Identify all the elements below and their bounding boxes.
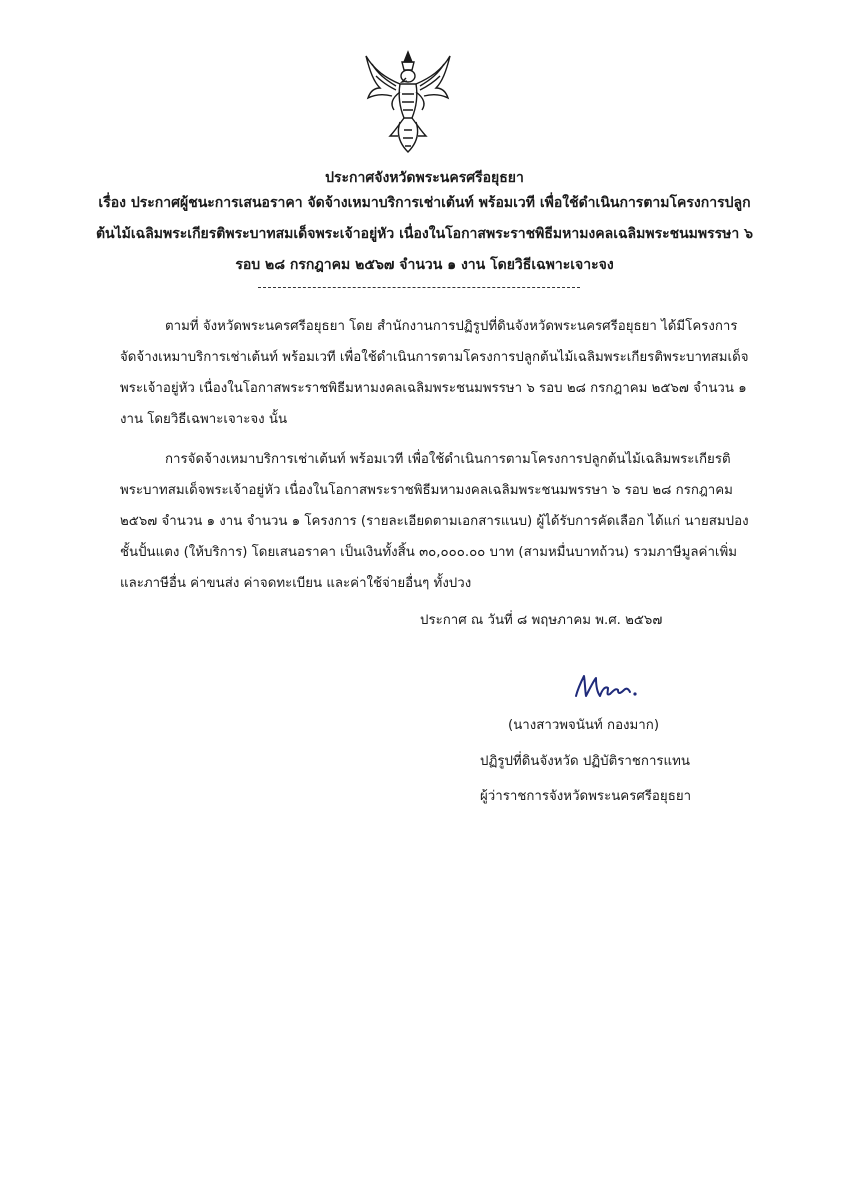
paragraph-2-line: และภาษีอื่น ค่าขนส่ง ค่าจดทะเบียน และค่าใช้จ่ายอื่นๆ ทั้งปวง bbox=[120, 576, 472, 591]
paragraph-1-line: จัดจ้างเหมาบริการเช่าเต้นท์ พร้อมเวที เพื่อใช้ดำเนินการตามโครงการปลูกต้นไม้เฉลิมพระเกียรติพระบาทสมเด็จ bbox=[120, 350, 749, 365]
announcement-title: ประกาศจังหวัดพระนครศรีอยุธยา bbox=[325, 170, 524, 186]
paragraph-2-line: การจัดจ้างเหมาบริการเช่าเต้นท์ พร้อมเวที เพื่อใช้ดำเนินการตามโครงการปลูกต้นไม้เฉลิมพระเกียรติ bbox=[165, 452, 731, 467]
paragraph-1-line: พระเจ้าอยู่หัว เนื่องในโอกาสพระราชพิธีมหามงคลเฉลิมพระชนมพรรษา ๖ รอบ ๒๘ กรกฎาคม ๒๕๖๗ จำนวน ๑ bbox=[120, 381, 747, 396]
paragraph-1-line: งาน โดยวิธีเฉพาะเจาะจง นั้น bbox=[120, 412, 288, 427]
signatory-position: ปฏิรูปที่ดินจังหวัด ปฏิบัติราชการแทน bbox=[480, 754, 690, 769]
header-divider bbox=[258, 287, 580, 288]
handwritten-signature-icon bbox=[572, 670, 642, 704]
paragraph-2-line: ชั้นปั้นแตง (ให้บริการ) โดยเสนอราคา เป็นเงินทั้งสิ้น ๓๐,๐๐๐.๐๐ บาท (สามหมื่นบาทถ้วน) รวมภาษีมูลค่าเพิ่ม bbox=[120, 545, 737, 560]
paragraph-1-line: ตามที่ จังหวัดพระนครศรีอยุธยา โดย สำนักงานการปฏิรูปที่ดินจังหวัดพระนครศรีอยุธยา ได้มีโครงการ bbox=[165, 319, 738, 334]
subject-line: ต้นไม้เฉลิมพระเกียรติพระบาทสมเด็จพระเจ้าอยู่หัว เนื่องในโอกาสพระราชพิธีมหามงคลเฉลิมพระชนมพรรษา ๖ bbox=[95, 226, 754, 242]
announce-date: ประกาศ ณ วันที่ ๘ พฤษภาคม พ.ศ. ๒๕๖๗ bbox=[420, 613, 663, 628]
paragraph-2-line: ๒๕๖๗ จำนวน ๑ งาน จำนวน ๑ โครงการ (รายละเอียดตามเอกสารแนบ) ผู้ได้รับการคัดเลือก ได้แก่ นายสมปอง bbox=[120, 514, 749, 529]
subject-line: รอบ ๒๘ กรกฎาคม ๒๕๖๗ จำนวน ๑ งาน โดยวิธีเฉพาะเจาะจง bbox=[235, 257, 614, 273]
signatory-position: ผู้ว่าราชการจังหวัดพระนครศรีอยุธยา bbox=[480, 789, 692, 804]
garuda-emblem-icon bbox=[360, 48, 456, 156]
signatory-name: (นางสาวพจนันท์ กองมาก) bbox=[508, 718, 660, 733]
paragraph-2-line: พระบาทสมเด็จพระเจ้าอยู่หัว เนื่องในโอกาสพระราชพิธีมหามงคลเฉลิมพระชนมพรรษา ๖ รอบ ๒๘ กรกฎาคม bbox=[120, 483, 733, 498]
subject-line: เรื่อง ประกาศผู้ชนะการเสนอราคา จัดจ้างเหมาบริการเช่าเต้นท์ พร้อมเวที เพื่อใช้ดำเนินการตามโครงการปลูก bbox=[98, 195, 751, 211]
